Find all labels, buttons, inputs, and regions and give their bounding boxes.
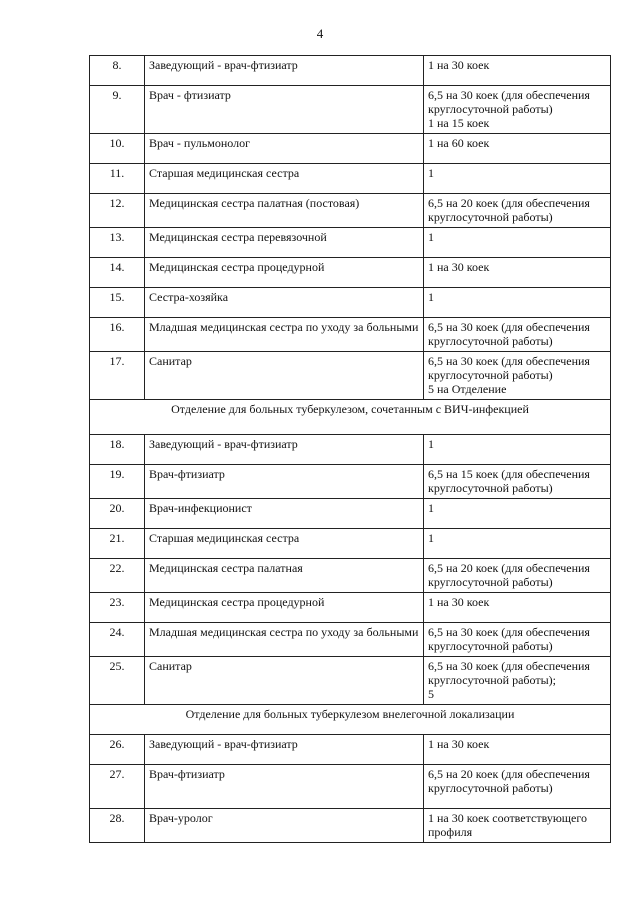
row-number: 8. [90, 56, 145, 86]
staffing-norm: 1 [424, 435, 611, 465]
position-title: Медицинская сестра процедурной [145, 258, 424, 288]
row-number: 21. [90, 529, 145, 559]
position-title: Врач-фтизиатр [145, 765, 424, 809]
row-number: 19. [90, 465, 145, 499]
position-title: Врач-фтизиатр [145, 465, 424, 499]
staffing-norm: 6,5 на 20 коек (для обеспечения круглосуточной работы) [424, 765, 611, 809]
position-title: Заведующий - врач-фтизиатр [145, 735, 424, 765]
table-row [90, 86, 611, 134]
row-number: 26. [90, 735, 145, 765]
position-title: Медицинская сестра палатная [145, 559, 424, 593]
row-number: 16. [90, 318, 145, 352]
position-title: Старшая медицинская сестра [145, 164, 424, 194]
table-row [90, 765, 611, 809]
staffing-norm: 1 [424, 288, 611, 318]
row-number: 12. [90, 194, 145, 228]
position-title: Санитар [145, 352, 424, 400]
staffing-norm: 1 на 30 коек [424, 735, 611, 765]
row-number: 15. [90, 288, 145, 318]
row-number: 24. [90, 623, 145, 657]
position-title: Заведующий - врач-фтизиатр [145, 435, 424, 465]
section-heading-cell [90, 400, 611, 435]
staffing-norm: 1 на 30 коек соответствующего профиля [424, 809, 611, 843]
staffing-norm: 1 на 60 коек [424, 134, 611, 164]
table-row [90, 529, 611, 559]
staffing-norm: 6,5 на 30 коек (для обеспечения круглосуточной работы) [424, 318, 611, 352]
position-title: Медицинская сестра перевязочной [145, 228, 424, 258]
row-number: 27. [90, 765, 145, 809]
table-row [90, 352, 611, 400]
section-heading-cell [90, 705, 611, 735]
table-row [90, 809, 611, 843]
position-title: Младшая медицинская сестра по уходу за больными [145, 318, 424, 352]
position-title: Младшая медицинская сестра по уходу за больными [145, 623, 424, 657]
position-title: Врач-инфекционист [145, 499, 424, 529]
staffing-norm: 6,5 на 30 коек (для обеспечения круглосуточной работы) 5 на Отделение [424, 352, 611, 400]
table-row [90, 559, 611, 593]
table-row [90, 318, 611, 352]
row-number: 11. [90, 164, 145, 194]
row-number: 20. [90, 499, 145, 529]
position-title: Заведующий - врач-фтизиатр [145, 56, 424, 86]
staffing-norm: 6,5 на 30 коек (для обеспечения круглосуточной работы) 1 на 15 коек [424, 86, 611, 134]
table-row [90, 593, 611, 623]
staffing-norm: 6,5 на 20 коек (для обеспечения круглосуточной работы) [424, 559, 611, 593]
staffing-norm: 1 [424, 529, 611, 559]
staffing-norm: 1 на 30 коек [424, 593, 611, 623]
position-title: Врач - пульмонолог [145, 134, 424, 164]
staffing-norm: 1 на 30 коек [424, 56, 611, 86]
table-row [90, 134, 611, 164]
table-row [90, 288, 611, 318]
staffing-norm: 1 [424, 228, 611, 258]
position-title: Медицинская сестра процедурной [145, 593, 424, 623]
row-number: 25. [90, 657, 145, 705]
staffing-norm: 1 на 30 коек [424, 258, 611, 288]
table-row [90, 465, 611, 499]
row-number: 17. [90, 352, 145, 400]
position-title: Врач - фтизиатр [145, 86, 424, 134]
staffing-norm: 1 [424, 164, 611, 194]
table-row [90, 164, 611, 194]
staffing-norm: 6,5 на 15 коек (для обеспечения круглосуточной работы) [424, 465, 611, 499]
table-row [90, 735, 611, 765]
section-heading: Отделение для больных туберкулезом, сочетанным с ВИЧ-инфекцией [171, 402, 529, 416]
table-row [90, 194, 611, 228]
position-title: Сестра-хозяйка [145, 288, 424, 318]
row-number: 14. [90, 258, 145, 288]
staffing-norm: 6,5 на 30 коек (для обеспечения круглосуточной работы); 5 [424, 657, 611, 705]
staff-table [89, 55, 611, 843]
position-title: Медицинская сестра палатная (постовая) [145, 194, 424, 228]
position-title: Санитар [145, 657, 424, 705]
row-number: 9. [90, 86, 145, 134]
row-number: 18. [90, 435, 145, 465]
table-row [90, 623, 611, 657]
staffing-norm: 6,5 на 20 коек (для обеспечения круглосуточной работы) [424, 194, 611, 228]
table-row [90, 657, 611, 705]
table-row [90, 56, 611, 86]
table-row [90, 228, 611, 258]
staffing-norm: 6,5 на 30 коек (для обеспечения круглосуточной работы) [424, 623, 611, 657]
row-number: 23. [90, 593, 145, 623]
table-row [90, 435, 611, 465]
row-number: 10. [90, 134, 145, 164]
section-heading: Отделение для больных туберкулезом внелегочной локализации [185, 707, 515, 721]
page-number: 4 [316, 26, 324, 41]
position-title: Врач-уролог [145, 809, 424, 843]
table-row [90, 258, 611, 288]
staffing-norm: 1 [424, 499, 611, 529]
row-number: 28. [90, 809, 145, 843]
section-row [90, 705, 611, 735]
row-number: 13. [90, 228, 145, 258]
section-row [90, 400, 611, 435]
table-row [90, 499, 611, 529]
row-number: 22. [90, 559, 145, 593]
position-title: Старшая медицинская сестра [145, 529, 424, 559]
staff-table-body [90, 56, 611, 843]
